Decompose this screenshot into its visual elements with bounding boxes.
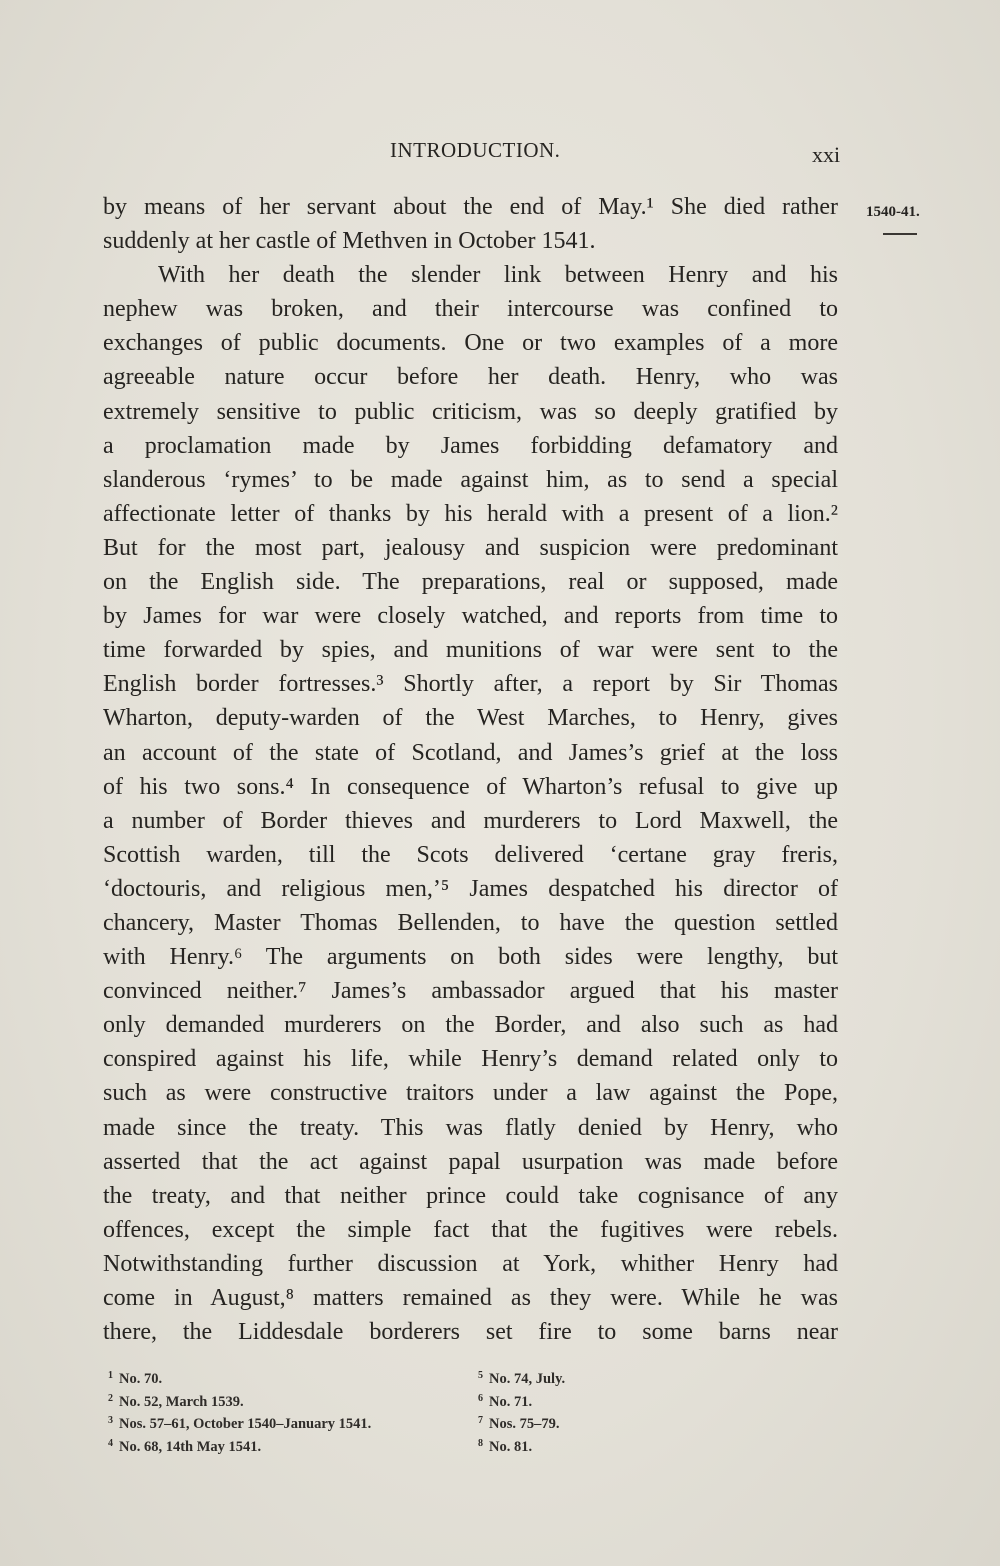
text-line: ‘doctouris, and religious men,’⁵ James despatched his director of <box>103 875 838 902</box>
text-line: extremely sensitive to public criticism, was so deeply gratified by <box>103 398 838 425</box>
footnote-number: 1 <box>108 1370 113 1381</box>
footnote-number: 5 <box>478 1370 483 1381</box>
footnote-text: Nos. 75–79. <box>489 1416 560 1432</box>
footnote-number: 4 <box>108 1437 113 1449</box>
footnote-number: 6 <box>478 1392 483 1404</box>
footnote-text: No. 70. <box>119 1371 163 1387</box>
text-line: of his two sons.⁴ In consequence of Wharton’s refusal to give up <box>103 773 838 800</box>
footnote-text: No. 68, 14th May 1541. <box>119 1438 262 1455</box>
footnote-text: No. 52, March 1539. <box>119 1393 244 1410</box>
text-line: nephew was broken, and their intercourse was confined to <box>103 296 838 323</box>
footnote <box>108 1365 371 1388</box>
footnote <box>478 1433 565 1456</box>
text-line: But for the most part, jealousy and suspicion were predominant <box>103 534 838 561</box>
footnotes-right-column <box>478 1365 565 1455</box>
text-line: by means of her servant about the end of May.¹ She died rather <box>103 194 838 220</box>
text-line: the treaty, and that neither prince could take cognisance of any <box>103 1182 838 1209</box>
footnote-number: 3 <box>108 1415 113 1426</box>
footnote-number: 8 <box>478 1437 483 1449</box>
text-line: on the English side. The preparations, real or supposed, made <box>103 569 838 596</box>
footnote-number: 7 <box>478 1415 483 1426</box>
footnotes-left-column <box>108 1365 371 1455</box>
footnote <box>478 1365 565 1388</box>
text-line: offences, except the simple fact that the fugitives were rebels. <box>103 1216 838 1243</box>
text-line: convinced neither.⁷ James’s ambassador argued that his master <box>103 978 838 1005</box>
text-line: a number of Border thieves and murderers to Lord Maxwell, the <box>103 807 838 834</box>
footnote <box>478 1388 565 1411</box>
text-line: conspired against his life, while Henry’s demand related only to <box>103 1046 838 1073</box>
footnote-text: No. 71. <box>489 1393 533 1410</box>
text-line: time forwarded by spies, and munitions of war were sent to the <box>103 637 838 664</box>
text-line: slanderous ‘rymes’ to be made against him, as to send a special <box>103 466 838 493</box>
text-line: Notwithstanding further discussion at York, whither Henry had <box>103 1250 838 1277</box>
body-text <box>103 190 838 1349</box>
text-line: by James for war were closely watched, and reports from time to <box>103 603 838 630</box>
text-line: agreeable nature occur before her death. Henry, who was <box>103 364 838 391</box>
footnote-text: No. 81. <box>489 1438 533 1455</box>
marginal-rule <box>883 233 917 235</box>
text-line: affectionate letter of thanks by his herald with a present of a lion.² <box>103 500 838 527</box>
marginal-date: 1540-41. <box>866 204 920 220</box>
text-line: a proclamation made by James forbidding defamatory and <box>103 432 838 459</box>
text-line: With her death the slender link between Henry and his <box>158 262 838 289</box>
text-line: exchanges of public documents. One or two examples of a more <box>103 330 838 357</box>
text-line: Scottish warden, till the Scots delivered ‘certane gray freris, <box>103 841 838 868</box>
footnote-number: 2 <box>108 1392 113 1404</box>
footnote <box>108 1410 371 1433</box>
text-line: made since the treaty. This was flatly denied by Henry, who <box>103 1114 838 1141</box>
text-line: such as were constructive traitors under a law against the Pope, <box>103 1080 838 1107</box>
text-line: suddenly at her castle of Methven in October 1541. <box>103 228 596 255</box>
running-head-title: INTRODUCTION. <box>390 138 561 162</box>
text-line: asserted that the act against papal usurpation was made before <box>103 1148 838 1175</box>
text-line: an account of the state of Scotland, and James’s grief at the loss <box>103 739 838 766</box>
text-line: only demanded murderers on the Border, and also such as had <box>103 1012 838 1039</box>
footnote <box>108 1388 371 1411</box>
text-line: come in August,⁸ matters remained as they were. While he was <box>103 1285 838 1311</box>
page-number: xxi <box>812 142 841 167</box>
text-line: English border fortresses.³ Shortly after, a report by Sir Thomas <box>103 671 838 698</box>
footnote-text: No. 74, July. <box>489 1371 566 1387</box>
footnote-text: Nos. 57–61, October 1540–January 1541. <box>119 1416 372 1432</box>
footnote <box>478 1410 565 1433</box>
footnote <box>108 1433 371 1456</box>
text-line: chancery, Master Thomas Bellenden, to have the question settled <box>103 909 838 936</box>
text-line: Wharton, deputy-warden of the West Marches, to Henry, gives <box>103 705 838 732</box>
text-line: there, the Liddesdale borderers set fire to some barns near <box>103 1319 838 1346</box>
text-line: with Henry.⁶ The arguments on both sides were lengthy, but <box>103 944 838 971</box>
